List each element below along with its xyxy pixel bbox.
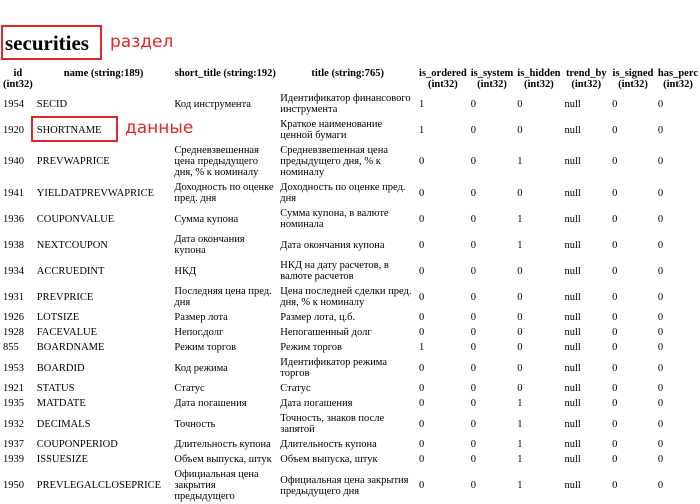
cell-id: 1920 — [3, 124, 24, 136]
cell-is-signed: 0 — [612, 156, 618, 167]
column-header-label: is_hidden — [517, 68, 561, 79]
cell-has-perc: 0 — [657, 480, 664, 491]
column-header-type: (int32) — [663, 79, 693, 90]
cell-is-hidden: 1 — [517, 418, 523, 430]
column-header-label: is_signed — [612, 68, 654, 79]
column-header-type: (int32) — [571, 79, 602, 90]
cell-id: 1941 — [3, 187, 24, 199]
column-header-type: (int32) — [524, 79, 554, 90]
table-row — [1, 411, 700, 437]
cell-is-hidden: 1 — [517, 239, 523, 251]
cell-is-system: 0 — [470, 480, 476, 491]
cell-is-system: 0 — [470, 439, 476, 450]
table-row — [1, 284, 700, 310]
cell-name: PREVWAPRICE — [36, 156, 110, 167]
column-header-label: trend_by — [565, 68, 607, 79]
cell-title: Дата погашения — [280, 398, 353, 409]
cell-is-ordered: 0 — [419, 454, 425, 465]
cell-is-signed: 0 — [612, 291, 618, 303]
cell-short-title: Режим торгов — [174, 342, 237, 353]
cell-is-system: 0 — [470, 383, 476, 394]
cell-is-system: 0 — [470, 187, 476, 199]
cell-short-title — [172, 117, 278, 143]
cell-is-signed: 0 — [612, 454, 618, 465]
cell-is-ordered: 0 — [419, 213, 425, 225]
cell-is-signed: 0 — [612, 239, 618, 251]
cell-trend-by: null — [564, 213, 581, 225]
column-header-is-signed — [610, 67, 656, 91]
cell-trend-by: null — [564, 383, 581, 394]
cell-name: BOARDID — [36, 362, 85, 374]
cell-title: Средневзвешенная цена предыдущего дня, % к номиналу — [280, 145, 388, 178]
cell-name: STATUS — [36, 383, 75, 394]
cell-is-hidden: 0 — [517, 124, 523, 136]
cell-is-ordered: 0 — [419, 156, 425, 167]
cell-short-title: НКД — [174, 265, 197, 277]
cell-short-title: Дата погашения — [174, 398, 247, 409]
cell-is-system: 0 — [470, 362, 476, 374]
cell-short-title: Объем выпуска, штук — [174, 454, 272, 465]
cell-id: 1928 — [3, 327, 24, 338]
table-row — [1, 355, 700, 381]
column-header-label: short_title (string:192) — [174, 68, 276, 79]
cell-name: FACEVALUE — [36, 327, 98, 338]
cell-is-signed: 0 — [612, 312, 618, 323]
cell-short-title: Дата окончания купона — [174, 234, 245, 256]
section-annotation: раздел — [110, 32, 174, 52]
cell-title: Объем выпуска, штук — [280, 454, 378, 465]
cell-id: 1935 — [3, 398, 24, 409]
cell-short-title: Код инструмента — [174, 98, 251, 110]
cell-is-ordered: 0 — [419, 291, 425, 303]
cell-has-perc: 0 — [657, 156, 664, 167]
cell-has-perc: 0 — [657, 265, 664, 277]
cell-name: PREVPRICE — [36, 291, 94, 303]
cell-short-title: Точность — [174, 418, 216, 430]
data-annotation: данные — [125, 118, 194, 138]
cell-has-perc: 0 — [657, 187, 664, 199]
cell-trend-by: null — [564, 124, 581, 136]
table-row — [1, 437, 700, 452]
cell-name: BOARDNAME — [36, 342, 105, 353]
column-header-type: (int32) — [3, 79, 33, 90]
cell-title: Длительность купона — [280, 439, 377, 450]
section-title: securities — [5, 31, 89, 55]
cell-is-ordered: 0 — [419, 439, 425, 450]
cell-has-perc: 0 — [657, 239, 664, 251]
cell-is-system: 0 — [470, 418, 476, 430]
cell-is-signed: 0 — [612, 327, 618, 338]
cell-id: 1939 — [3, 454, 24, 465]
cell-name: MATDATE — [36, 398, 86, 409]
cell-trend-by: null — [564, 187, 581, 199]
cell-trend-by: null — [564, 98, 581, 110]
cell-is-system: 0 — [470, 312, 476, 323]
cell-title: Официальная цена закрытия предыдущего дня — [280, 474, 409, 497]
cell-is-signed: 0 — [612, 398, 618, 409]
cell-has-perc: 0 — [657, 362, 664, 374]
cell-id: 855 — [3, 342, 19, 353]
cell-is-hidden: 0 — [517, 362, 523, 374]
table-row — [1, 452, 700, 467]
cell-is-hidden: 0 — [517, 342, 523, 353]
cell-short-title: Официальная цена закрытия предыдущего — [174, 469, 259, 502]
cell-short-title: Доходность по оценке пред. дня — [174, 182, 274, 204]
table-row — [1, 117, 700, 143]
column-header-id — [1, 67, 35, 91]
cell-trend-by: null — [564, 312, 581, 323]
cell-trend-by: null — [564, 398, 581, 409]
cell-trend-by: null — [564, 418, 581, 430]
cell-id: 1954 — [3, 98, 24, 110]
cell-title: Краткое наименование ценной бумаги — [280, 119, 383, 141]
cell-is-hidden: 0 — [517, 98, 523, 110]
cell-is-system: 0 — [470, 98, 476, 110]
cell-is-hidden: 1 — [517, 398, 523, 409]
cell-title: Идентификатор режима торгов — [280, 357, 388, 379]
column-header-label: has_perc — [657, 68, 698, 79]
cell-is-system: 0 — [470, 213, 476, 225]
cell-name: DECIMALS — [36, 418, 91, 430]
column-header-is-ordered — [417, 67, 469, 91]
cell-is-system: 0 — [470, 156, 476, 167]
table-row — [1, 325, 700, 340]
cell-is-ordered: 0 — [419, 362, 425, 374]
cell-is-system: 0 — [470, 291, 476, 303]
cell-has-perc: 0 — [657, 291, 664, 303]
cell-is-signed: 0 — [612, 362, 618, 374]
cell-name: ACCRUEDINT — [36, 265, 105, 277]
cell-title: Дата окончания купона — [280, 239, 385, 251]
cell-id: 1934 — [3, 265, 24, 277]
column-header-label: id — [13, 68, 23, 79]
cell-name: COUPONPERIOD — [36, 439, 118, 450]
cell-title: Размер лота, ц.б. — [280, 312, 356, 323]
table-header-row — [1, 67, 700, 91]
cell-is-signed: 0 — [612, 124, 618, 136]
cell-has-perc: 0 — [657, 213, 664, 225]
cell-is-system: 0 — [470, 454, 476, 465]
cell-id: 1931 — [3, 291, 24, 303]
cell-id: 1932 — [3, 418, 24, 430]
cell-name: SECID — [36, 98, 68, 110]
cell-name: NEXTCOUPON — [36, 239, 108, 251]
table-row — [1, 381, 700, 396]
cell-short-title: Средневзвешенная цена предыдущего дня, % к номиналу — [174, 145, 259, 178]
table-row — [1, 206, 700, 232]
column-header-label: title (string:765) — [311, 68, 384, 79]
cell-id: 1940 — [3, 156, 24, 167]
cell-has-perc: 0 — [657, 98, 664, 110]
cell-name: SHORTNAME — [36, 124, 102, 136]
table-row — [1, 258, 700, 284]
cell-trend-by: null — [564, 156, 581, 167]
cell-name: LOTSIZE — [36, 312, 80, 323]
cell-has-perc: 0 — [657, 383, 664, 394]
cell-has-perc: 0 — [657, 454, 664, 465]
cell-is-hidden: 0 — [517, 312, 523, 323]
cell-is-ordered: 1 — [419, 124, 425, 136]
cell-is-signed: 0 — [612, 342, 618, 353]
cell-is-ordered: 0 — [419, 239, 425, 251]
column-header-label: is_ordered — [419, 68, 467, 79]
cell-is-hidden: 1 — [517, 480, 523, 491]
cell-has-perc: 0 — [657, 342, 664, 353]
cell-is-ordered: 0 — [419, 383, 425, 394]
cell-is-ordered: 1 — [419, 98, 425, 110]
cell-title: Доходность по оценке пред. дня — [280, 182, 406, 204]
cell-has-perc: 0 — [657, 398, 664, 409]
table-row — [1, 143, 700, 180]
cell-is-signed: 0 — [612, 98, 618, 110]
cell-title: Сумма купона, в валюте номинала — [280, 208, 389, 230]
table-row — [1, 396, 700, 411]
cell-has-perc: 0 — [657, 312, 664, 323]
column-header-type: (int32) — [477, 79, 507, 90]
cell-has-perc: 0 — [657, 327, 664, 338]
table-row — [1, 467, 700, 504]
cell-is-hidden: 1 — [517, 213, 523, 225]
cell-is-system: 0 — [470, 398, 476, 409]
cell-short-title: Статус — [174, 383, 205, 394]
cell-id: 1921 — [3, 383, 24, 394]
cell-name: ISSUESIZE — [36, 454, 89, 465]
cell-trend-by: null — [564, 239, 581, 251]
cell-has-perc: 0 — [657, 439, 664, 450]
cell-is-signed: 0 — [612, 187, 618, 199]
cell-trend-by: null — [564, 342, 581, 353]
cell-short-title: Размер лота — [174, 312, 228, 323]
cell-short-title: Код режима — [174, 362, 228, 374]
cell-trend-by: null — [564, 454, 581, 465]
column-header-short-title — [172, 67, 278, 91]
cell-is-hidden: 0 — [517, 265, 523, 277]
column-header-is-system — [469, 67, 516, 91]
cell-is-hidden: 0 — [517, 187, 523, 199]
column-header-type: (int32) — [427, 79, 458, 90]
cell-trend-by: null — [564, 265, 581, 277]
cell-title: НКД на дату расчетов, в валюте расчетов — [280, 260, 389, 282]
column-header-type: (int32) — [618, 79, 648, 90]
cell-is-hidden: 1 — [517, 454, 523, 465]
cell-has-perc: 0 — [657, 418, 664, 430]
cell-name: PREVLEGALCLOSEPRICE — [36, 480, 162, 491]
cell-trend-by: null — [564, 439, 581, 450]
cell-is-ordered: 0 — [419, 418, 425, 430]
table-row — [1, 310, 700, 325]
cell-title: Цена последней сделки пред. дня, % к номиналу — [280, 286, 412, 308]
cell-trend-by: null — [564, 327, 581, 338]
cell-id: 1926 — [3, 312, 24, 323]
cell-title: Статус — [280, 383, 311, 394]
cell-is-system: 0 — [470, 239, 476, 251]
cell-is-system: 0 — [470, 342, 476, 353]
cell-is-hidden: 0 — [517, 291, 523, 303]
cell-has-perc: 0 — [657, 124, 664, 136]
cell-id: 1953 — [3, 362, 24, 374]
cell-is-ordered: 0 — [419, 480, 425, 491]
cell-short-title: Длительность купона — [174, 439, 271, 450]
cell-is-system: 0 — [470, 265, 476, 277]
cell-title: Идентификатор финансового инструмента — [280, 93, 411, 115]
cell-is-signed: 0 — [612, 265, 618, 277]
cell-is-ordered: 0 — [419, 187, 425, 199]
cell-id: 1938 — [3, 239, 24, 251]
cell-is-system: 0 — [470, 124, 476, 136]
cell-is-system: 0 — [470, 327, 476, 338]
cell-is-signed: 0 — [612, 383, 618, 394]
cell-is-signed: 0 — [612, 213, 618, 225]
column-header-trend-by — [562, 67, 610, 91]
cell-id: 1937 — [3, 439, 24, 450]
column-header-title — [278, 67, 417, 91]
cell-name: COUPONVALUE — [36, 213, 115, 225]
cell-is-signed: 0 — [612, 480, 618, 491]
cell-short-title: Непог.долг — [174, 327, 224, 338]
cell-trend-by: null — [564, 362, 581, 374]
cell-id: 1950 — [3, 480, 24, 491]
cell-id: 1936 — [3, 213, 24, 225]
column-header-name — [35, 67, 173, 91]
cell-trend-by: null — [564, 291, 581, 303]
cell-short-title: Сумма купона — [174, 213, 239, 225]
cell-is-ordered: 0 — [419, 312, 425, 323]
cell-title: Непогашенный долг — [280, 327, 372, 338]
column-header-label: name (string:189) — [63, 68, 144, 79]
securities-table — [1, 67, 700, 504]
table-row — [1, 91, 700, 117]
cell-is-signed: 0 — [612, 439, 618, 450]
table-row — [1, 180, 700, 206]
cell-title: Режим торгов — [280, 342, 342, 353]
cell-is-ordered: 1 — [419, 342, 425, 353]
column-header-is-hidden — [515, 67, 562, 91]
cell-trend-by: null — [564, 480, 581, 491]
cell-is-hidden: 0 — [517, 327, 523, 338]
cell-is-hidden: 0 — [517, 383, 523, 394]
cell-is-ordered: 0 — [419, 265, 425, 277]
cell-is-hidden: 1 — [517, 156, 523, 167]
column-header-has-perc — [656, 67, 700, 91]
table-row — [1, 340, 700, 355]
cell-is-signed: 0 — [612, 418, 618, 430]
cell-is-ordered: 0 — [419, 398, 425, 409]
cell-is-ordered: 0 — [419, 327, 425, 338]
section-title-highlight-box — [1, 25, 102, 60]
cell-short-title: Последняя цена пред. дня — [174, 286, 272, 308]
cell-name: YIELDATPREVWAPRICE — [36, 187, 154, 199]
cell-is-hidden: 1 — [517, 439, 523, 450]
cell-title: Точность, знаков после запятой — [280, 413, 385, 435]
table-row — [1, 232, 700, 258]
column-header-label: is_system — [470, 68, 514, 79]
